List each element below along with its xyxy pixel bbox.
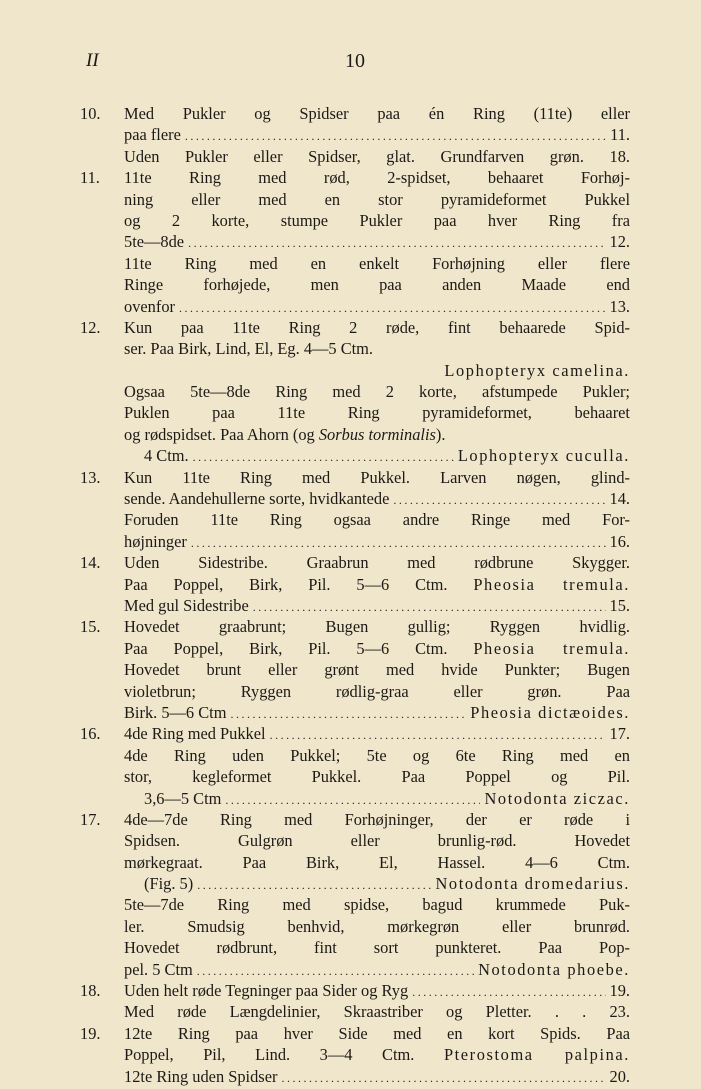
couplet-number: 14. [80, 553, 101, 573]
line-text-part: Paa Poppel, Birk, Pil. 5—6 Ctm. [124, 638, 448, 658]
line-text-end: ). [435, 424, 446, 444]
leader-line [124, 702, 630, 725]
dot-leader [193, 447, 454, 468]
couplet-number: 16. [80, 724, 101, 744]
line-text: 12te Ring paa hver Side med en kort Spids. Paa [124, 1023, 630, 1043]
leader-line [124, 531, 630, 554]
leader-line [124, 1066, 630, 1089]
line-text-part: Uden Pukler eller Spidser, glat. Grundfarven grøn. [124, 146, 584, 166]
line-text: Med Pukler og Spidser paa én Ring (11te) eller [124, 104, 630, 123]
key-line [80, 916, 630, 937]
key-line [80, 167, 630, 188]
line-text [124, 1044, 630, 1065]
key-line [80, 402, 630, 423]
line-text: ler. Smudsig benhvid, mørkegrøn eller brunrød. [124, 916, 630, 936]
key-line [80, 788, 630, 809]
key-line [80, 424, 630, 445]
line-text-part: Med røde Længdelinier, Skraastriber og Pletter. . . [124, 1002, 587, 1022]
line-text: Med gul Sidestribe [124, 595, 249, 615]
key-line [80, 231, 630, 252]
key-line [80, 1023, 630, 1044]
species-name: Notodonta dromedarius. [435, 874, 630, 894]
line-text: sende. Aandehullerne sorte, hvidkantede [124, 489, 390, 509]
dot-leader [197, 961, 474, 982]
couplet-number: 10. [80, 104, 101, 123]
reference-number: 12. [609, 232, 630, 252]
key-line [80, 381, 630, 402]
key-line [80, 103, 630, 124]
species-name: Lophopteryx camelina. [444, 360, 630, 380]
leader-line [124, 959, 630, 982]
leader-line [144, 873, 630, 896]
line-text: stor, kegleformet Pukkel. Paa Poppel og Pil. [124, 767, 630, 787]
key-line [80, 595, 630, 616]
line-text [124, 638, 630, 659]
reference-number: 23. [609, 1002, 630, 1022]
line-text: Ogsaa 5te—8de Ring med 2 korte, afstumpede Pukler; [124, 382, 630, 402]
species-name: Notodonta phoebe. [478, 959, 630, 979]
line-text: 5te—8de [124, 232, 185, 252]
dot-leader [270, 725, 606, 746]
line-text: Ringe forhøjede, men paa anden Maade end [124, 275, 630, 295]
line-text: Puklen paa 11te Ring pyramideformet, behaaret [124, 403, 630, 423]
key-line [80, 1001, 630, 1022]
species-name: Notodonta ziczac. [484, 788, 630, 808]
line-text: 12te Ring uden Spidser [124, 1066, 278, 1086]
key-text [80, 103, 630, 1087]
line-text: mørkegraat. Paa Birk, El, Hassel. 4—6 Ctm. [124, 852, 630, 872]
line-text [124, 1001, 630, 1022]
reference-number: 15. [609, 595, 630, 615]
key-line [80, 467, 630, 488]
key-line [80, 124, 630, 145]
line-text: 4de Ring uden Pukkel; 5te og 6te Ring med en [124, 745, 630, 765]
leader-line [144, 788, 630, 811]
line-text: Hovedet brunt eller grønt med hvide Punkter; Bugen [124, 660, 630, 680]
page-number: 10 [345, 50, 365, 72]
dot-leader [188, 233, 605, 254]
line-text: Hovedet rødbrunt, fint sort punkteret. Paa Pop- [124, 938, 630, 958]
line-text: Hovedet graabrunt; Bugen gullig; Ryggen hvidlig. [124, 617, 630, 637]
species-name: Lophopteryx cuculla. [457, 446, 630, 466]
leader-line [124, 595, 630, 618]
key-line [80, 766, 630, 787]
key-line [80, 488, 630, 509]
line-text: Kun paa 11te Ring 2 røde, fint behaarede Spid- [124, 317, 630, 337]
key-line [80, 1066, 630, 1087]
signature-mark: II [86, 50, 99, 71]
line-text: Birk. 5—6 Ctm [124, 702, 227, 722]
key-line [80, 809, 630, 830]
leader-line [124, 296, 630, 319]
leader-line [124, 723, 630, 746]
italic-species: Sorbus torminalis [318, 424, 436, 444]
line-text: 11te Ring med en enkelt Forhøjning eller flere [124, 253, 630, 273]
line-text: paa flere [124, 125, 181, 145]
leader-line [124, 231, 630, 254]
line-text: 3,6—5 Ctm [144, 788, 222, 808]
key-line [80, 146, 630, 167]
line-text: 4de Ring med Pukkel [124, 724, 266, 744]
line-text: 5te—7de Ring med spidse, bagud krummede Puk- [124, 895, 630, 915]
leader-line [124, 124, 630, 147]
key-line [80, 574, 630, 595]
line-text: violetbrun; Ryggen rødlig-graa eller grøn. Paa [124, 681, 630, 701]
key-line [80, 552, 630, 573]
key-line [80, 638, 630, 659]
line-text: Uden Sidestribe. Graabrun med rødbrune Skygger. [124, 553, 630, 573]
line-text [124, 338, 630, 359]
key-line [80, 274, 630, 295]
species-name: Pheosia tremula. [473, 638, 630, 658]
key-line [80, 959, 630, 980]
key-line [80, 980, 630, 1001]
key-line [80, 1044, 630, 1065]
line-text-part: Paa Poppel, Birk, Pil. 5—6 Ctm. [124, 574, 448, 594]
dot-leader [185, 126, 606, 147]
line-text [124, 424, 630, 445]
couplet-number: 11. [80, 168, 100, 188]
key-line [80, 509, 630, 530]
line-text: Kun 11te Ring med Pukkel. Larven nøgen, glind- [124, 467, 630, 487]
dot-leader [412, 982, 605, 1003]
dot-leader [191, 533, 606, 554]
line-text [124, 574, 630, 595]
species-name: Pheosia tremula. [473, 574, 630, 594]
line-text: 4 Ctm. [144, 446, 189, 466]
key-line [80, 445, 630, 466]
reference-number: 18. [609, 146, 630, 166]
dot-leader [281, 1068, 605, 1089]
key-line [80, 253, 630, 274]
reference-number: 14. [609, 489, 630, 509]
line-text: 4de—7de Ring med Forhøjninger, der er røde i [124, 809, 630, 829]
dot-leader [393, 490, 605, 511]
species-name: Pterostoma palpina. [443, 1045, 630, 1065]
reference-number: 16. [609, 531, 630, 551]
couplet-number: 12. [80, 317, 101, 337]
key-line [80, 852, 630, 873]
key-line [80, 745, 630, 766]
line-text: højninger [124, 531, 187, 551]
reference-number: 13. [609, 296, 630, 316]
line-text: pel. 5 Ctm [124, 959, 193, 979]
line-text: ovenfor [124, 296, 175, 316]
key-line [80, 210, 630, 231]
line-text: ning eller med en stor pyramideformet Pukkel [124, 189, 630, 209]
key-line [80, 681, 630, 702]
key-line [80, 338, 630, 359]
key-line [80, 317, 630, 338]
line-text [124, 146, 630, 167]
line-text-part: ser. Paa Birk, Lind, El, Eg. 4—5 Ctm. [124, 339, 374, 359]
key-line [80, 723, 630, 744]
couplet-number: 19. [80, 1023, 101, 1043]
key-line [80, 360, 630, 381]
couplet-number: 15. [80, 617, 101, 637]
key-line [80, 616, 630, 637]
dot-leader [253, 597, 606, 618]
key-line [80, 659, 630, 680]
dot-leader [179, 298, 606, 319]
line-text: (Fig. 5) [144, 874, 194, 894]
dot-leader [230, 704, 466, 725]
key-line [80, 531, 630, 552]
line-text: Foruden 11te Ring ogsaa andre Ringe med For- [124, 510, 630, 530]
couplet-number: 18. [80, 981, 101, 1001]
line-text: 11te Ring med rød, 2-spidset, behaaret Forhøj- [124, 168, 630, 188]
line-text-part: og rødspidset. Paa Ahorn (og [124, 424, 319, 444]
line-text: Spidsen. Gulgrøn eller brunlig-rød. Hovedet [124, 831, 630, 851]
dot-leader [225, 790, 480, 811]
leader-line [124, 980, 630, 1003]
key-line [80, 894, 630, 915]
species-name: Pheosia dictæoides. [470, 702, 630, 722]
key-line [80, 189, 630, 210]
key-line [80, 873, 630, 894]
line-text: Uden helt røde Tegninger paa Sider og Ryg [124, 981, 409, 1001]
key-line [80, 830, 630, 851]
reference-number: 11. [610, 125, 630, 145]
leader-line [144, 445, 630, 468]
key-line [80, 702, 630, 723]
reference-number: 19. [609, 981, 630, 1001]
dot-leader [197, 875, 431, 896]
couplet-number: 17. [80, 809, 101, 829]
couplet-number: 13. [80, 467, 101, 487]
reference-number: 17. [609, 724, 630, 744]
reference-number: 20. [609, 1066, 630, 1086]
key-line [80, 937, 630, 958]
line-text-part: Poppel, Pil, Lind. 3—4 Ctm. [124, 1045, 415, 1065]
key-line [80, 296, 630, 317]
line-text: og 2 korte, stumpe Pukler paa hver Ring fra [124, 210, 630, 230]
leader-line [124, 488, 630, 511]
